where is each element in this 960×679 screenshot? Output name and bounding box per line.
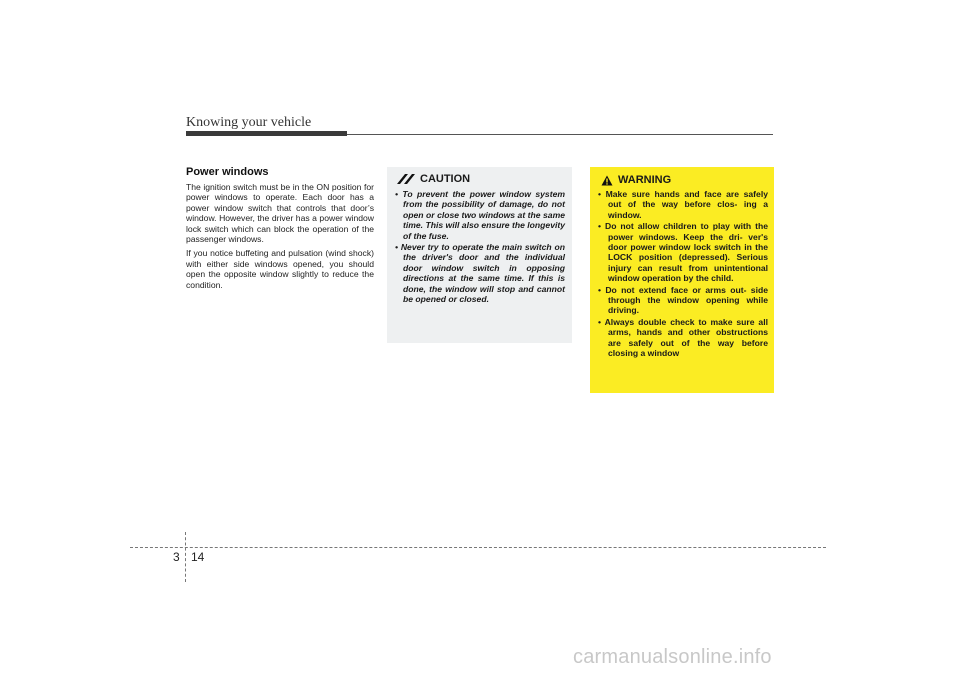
power-windows-section — [186, 166, 374, 294]
warning-header — [601, 174, 768, 186]
header-bar — [186, 131, 347, 136]
chapter-number: 3 — [173, 550, 180, 564]
header-title: Knowing your vehicle — [186, 115, 312, 130]
caution-title: CAUTION — [420, 173, 471, 185]
warning-box — [590, 167, 774, 393]
warning-triangle-icon — [601, 175, 613, 186]
paragraph-ignition: The ignition switch must be in the ON position for power windows to operate. Each door has a power window switch that controls that door’s window. However, the driver has a power window lock switch which can block the operation of the passenger windows. — [186, 182, 374, 245]
warning-list — [598, 189, 768, 359]
warning-title: WARNING — [618, 174, 672, 186]
caution-item: • To prevent the power window system from the possibility of damage, do not open or close two windows at the same time. This will also ensure the longevity of the fuse. — [395, 189, 565, 241]
watermark: carmanualsonline.info — [573, 646, 772, 668]
footer-rule — [130, 547, 826, 548]
warning-item: • Do not extend face or arms out- side through the window opening while driving. — [598, 284, 768, 316]
warning-item: • Do not allow children to play with the power windows. Keep the dri- ver's door power window lock switch in the LOCK position (depressed). Serious injury can result from unintentional window operation by the child. — [598, 221, 768, 284]
page-number: 14 — [191, 550, 205, 564]
section-title: Power windows — [186, 166, 269, 178]
warning-item: • Always double check to make sure all arms, hands and other obstructions are safely out of the way before closing a window — [598, 316, 768, 359]
caution-box — [387, 167, 572, 343]
footer-divider — [185, 532, 186, 582]
header-rule — [347, 134, 773, 135]
caution-pencil-icon — [397, 174, 415, 184]
caution-header — [397, 173, 565, 185]
warning-item: • Make sure hands and face are safely out of the way before clos- ing a window. — [598, 189, 768, 220]
caution-list — [395, 189, 565, 304]
paragraph-buffeting: If you notice buffeting and pulsation (wind shock) with either side windows opened, you should open the opposite window slightly to reduce the condition. — [186, 248, 374, 290]
caution-item: • Never try to operate the main switch on the driver's door and the individual door window switch in opposing directions at the same time. If this is done, the window will stop and cannot be opened or closed. — [395, 242, 565, 305]
